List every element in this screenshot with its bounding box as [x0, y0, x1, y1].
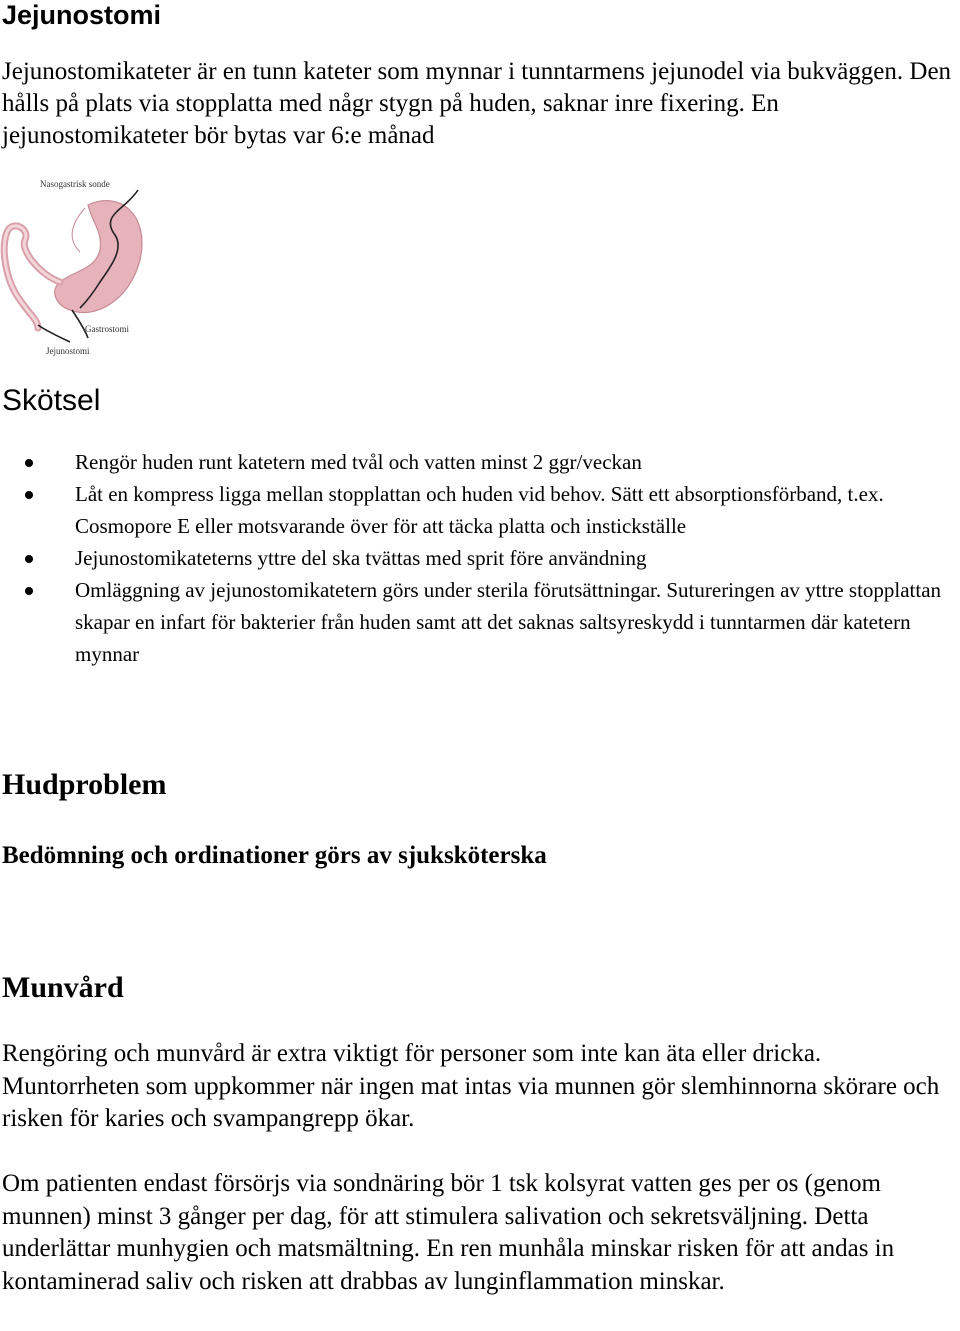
care-list [0, 446, 960, 670]
mouth-heading: Munvård [2, 971, 124, 1004]
skin-subheading: Bedömning och ordinationer görs av sjuksköterska [2, 842, 547, 869]
list-item: Rengör huden runt katetern med tvål och vatten minst 2 ggr/veckan [0, 446, 960, 478]
list-item: Omläggning av jejunostomikatetern görs under sterila förutsättningar. Sutureringen av yttre stopplattan skapar en infart för bakterier från huden samt att det saknas saltsyreskydd i tunntarmen där katetern mynnar [0, 574, 960, 670]
page-title: Jejunostomi [2, 0, 162, 30]
mouth-paragraph-1: Rengöring och munvård är extra viktigt för personer som inte kan äta eller dricka. Muntorrheten som uppkommer när ingen mat intas via munnen gör slemhinnorna skörare och risken för karies och svampangrepp ökar. [2, 1040, 940, 1133]
label-jejunostomy: Jejunostomi [46, 346, 90, 356]
jejunostomy-illustration [0, 170, 160, 370]
list-item: Låt en kompress ligga mellan stopplattan och huden vid behov. Sätt ett absorptionsförband, t.ex. Cosmopore E eller motsvarande över för att täcka platta och instickställe [0, 478, 960, 542]
mouth-paragraph-2: Om patienten endast försörjs via sondnäring bör 1 tsk kolsyrat vatten ges per os (genom munnen) minst 3 gånger per dag, för att stimulera salivation och sekretsväljning. Detta underlättar munhygien och matsmältning. En ren munhåla minskar risken för att andas in kontaminerad saliv och risken att drabbas av lunginflammation minskar. [2, 1170, 895, 1295]
label-gastrostomy: Gastrostomi [85, 324, 129, 334]
care-heading: Skötsel [2, 384, 101, 417]
intro-paragraph: Jejunostomikateter är en tunn kateter som mynnar i tunntarmens jejunodel via bukväggen. Den hålls på plats via stopplatta med någr stygn på huden, saknar inre fixering. En jejunostomikateter bör bytas var 6:e månad [2, 58, 952, 149]
label-nasogastric: Nasogastrisk sonde [40, 179, 110, 189]
list-item: Jejunostomikateterns yttre del ska tvättas med sprit före användning [0, 542, 960, 574]
skin-heading: Hudproblem [2, 768, 167, 801]
